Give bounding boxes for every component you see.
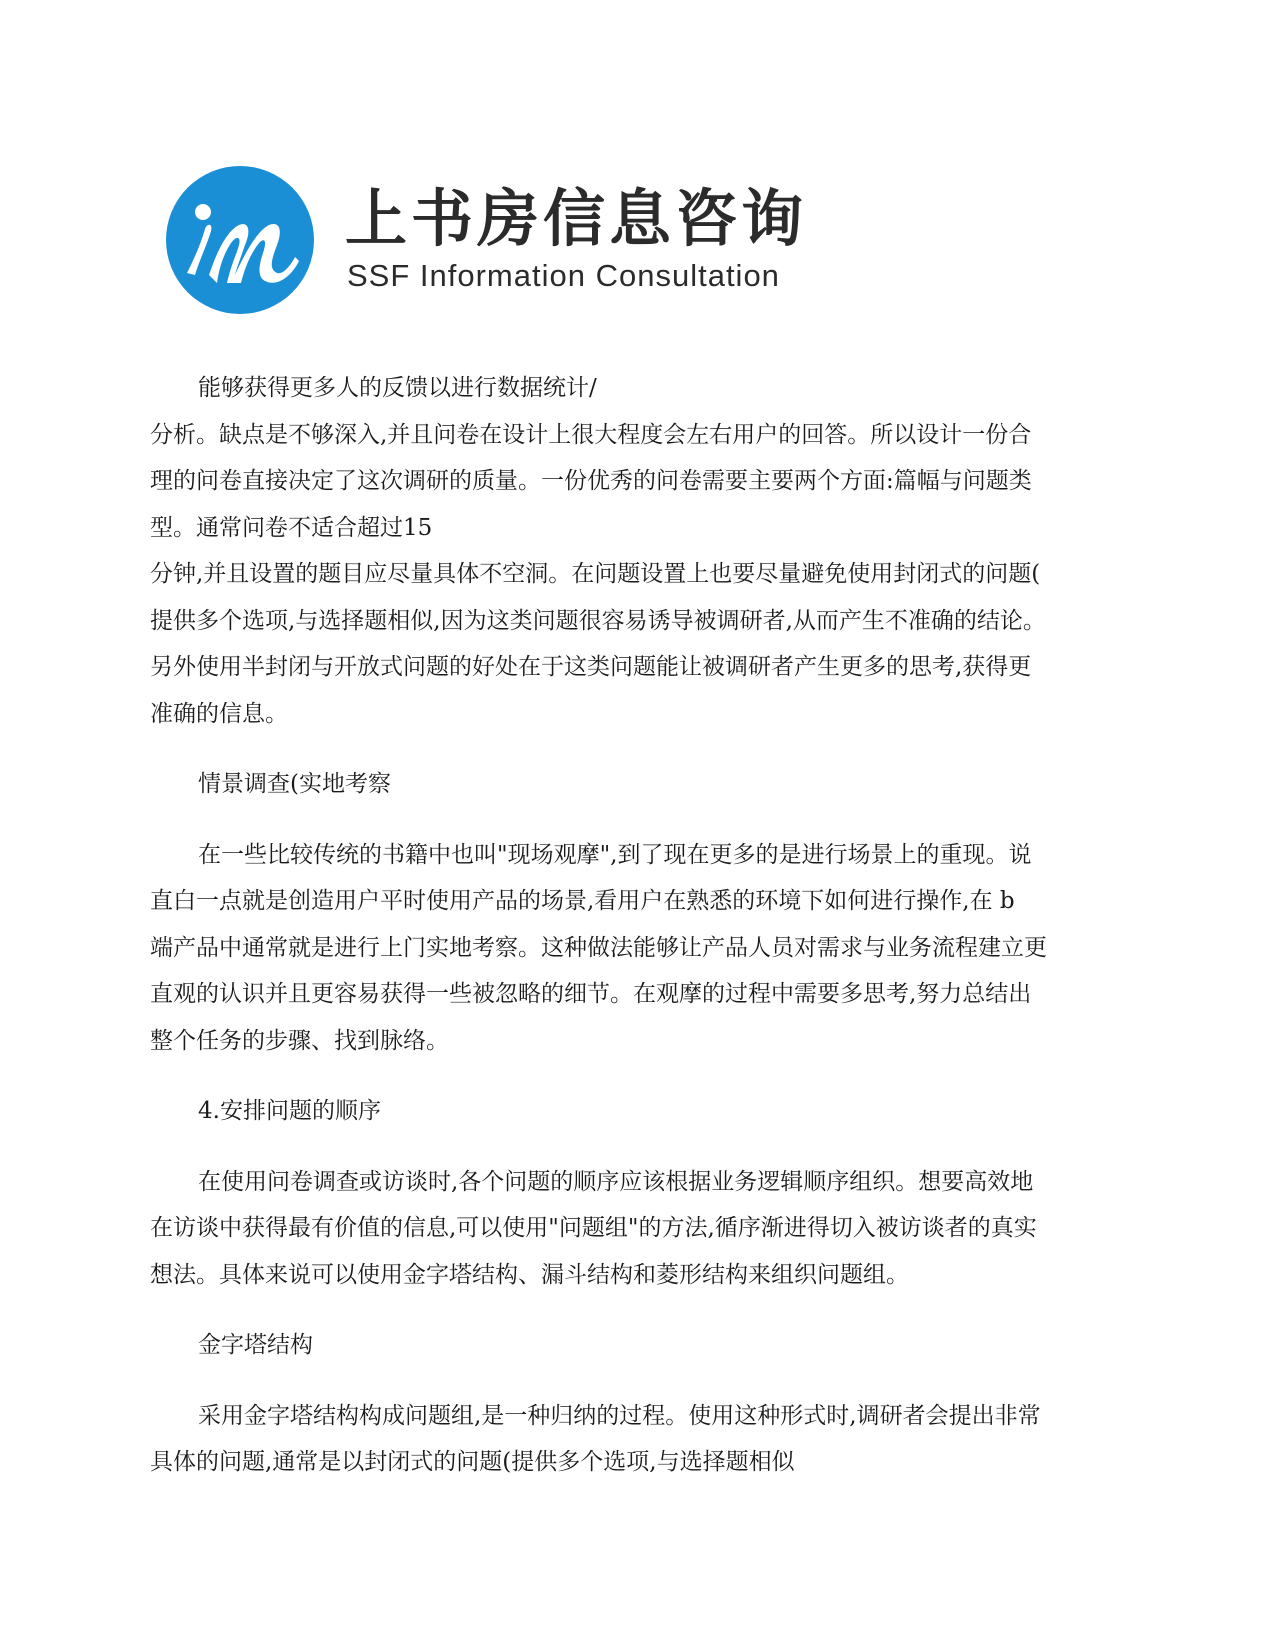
text-line: 型。通常问卷不适合超过15 (150, 514, 433, 541)
text-line: 金字塔结构 (198, 1332, 313, 1358)
text-line: 4.安排问题的顺序 (198, 1098, 381, 1124)
text-line: 分析。缺点是不够深入,并且问卷在设计上很大程度会左右用户的回答。所以设计一份合 (150, 421, 1032, 448)
paragraph (150, 365, 1135, 737)
text-line: 想法。具体来说可以使用金字塔结构、漏斗结构和菱形结构来组织问题组。 (150, 1261, 909, 1288)
text-line: 在使用问卷调查或访谈时,各个问题的顺序应该根据业务逻辑顺序组织。想要高效地 (198, 1168, 1034, 1195)
text-line: 具体的问题,通常是以封闭式的问题(提供多个选项,与选择题相似 (150, 1449, 795, 1475)
paragraph (150, 1393, 1135, 1486)
logo-english-name: SSF Information Consultation (347, 258, 780, 293)
paragraph-spacer (150, 737, 1135, 761)
im-logo-icon (165, 165, 315, 315)
text-line: 理的问卷直接决定了这次调研的质量。一份优秀的问卷需要主要两个方面:篇幅与问题类 (150, 468, 1032, 494)
paragraph-spacer (150, 1298, 1135, 1322)
text-line: 另外使用半封闭与开放式问题的好处在于这类问题能让被调研者产生更多的思考,获得更 (150, 654, 1032, 680)
text-line: 情景调查(实地考察 (198, 771, 391, 797)
paragraph-spacer (150, 1064, 1135, 1088)
body-text (150, 365, 1135, 1486)
company-logo (165, 160, 845, 320)
paragraph (150, 1322, 1135, 1369)
text-line: 准确的信息。 (150, 700, 288, 727)
paragraph-spacer (150, 1135, 1135, 1159)
paragraph-spacer (150, 808, 1135, 832)
text-line: 能够获得更多人的反馈以进行数据统计/ (198, 375, 597, 401)
text-line: 采用金字塔结构构成问题组,是一种归纳的过程。使用这种形式时,调研者会提出非常 (198, 1402, 1041, 1429)
text-line: 直观的认识并且更容易获得一些被忽略的细节。在观摩的过程中需要多思考,努力总结出 (150, 981, 1032, 1007)
text-line: 直白一点就是创造用户平时使用产品的场景,看用户在熟悉的环境下如何进行操作,在 b (150, 888, 1015, 914)
text-line: 在一些比较传统的书籍中也叫"现场观摩",到了现在更多的是进行场景上的重现。说 (198, 841, 1032, 868)
text-line: 提供多个选项,与选择题相似,因为这类问题很容易诱导被调研者,从而产生不准确的结论。 (150, 607, 1046, 634)
paragraph (150, 1088, 1135, 1135)
paragraph-spacer (150, 1369, 1135, 1393)
logo-chinese-name: 上书房信息咨询 (345, 182, 808, 255)
text-line: 分钟,并且设置的题目应尽量具体不空洞。在问题设置上也要尽量避免使用封闭式的问题( (150, 561, 1041, 587)
paragraph (150, 761, 1135, 808)
text-line: 端产品中通常就是进行上门实地考察。这种做法能够让产品人员对需求与业务流程建立更 (150, 934, 1047, 961)
text-line: 在访谈中获得最有价值的信息,可以使用"问题组"的方法,循序渐进得切入被访谈者的真实 (150, 1215, 1037, 1241)
paragraph (150, 1159, 1135, 1299)
paragraph (150, 832, 1135, 1065)
text-line: 整个任务的步骤、找到脉络。 (150, 1027, 449, 1054)
